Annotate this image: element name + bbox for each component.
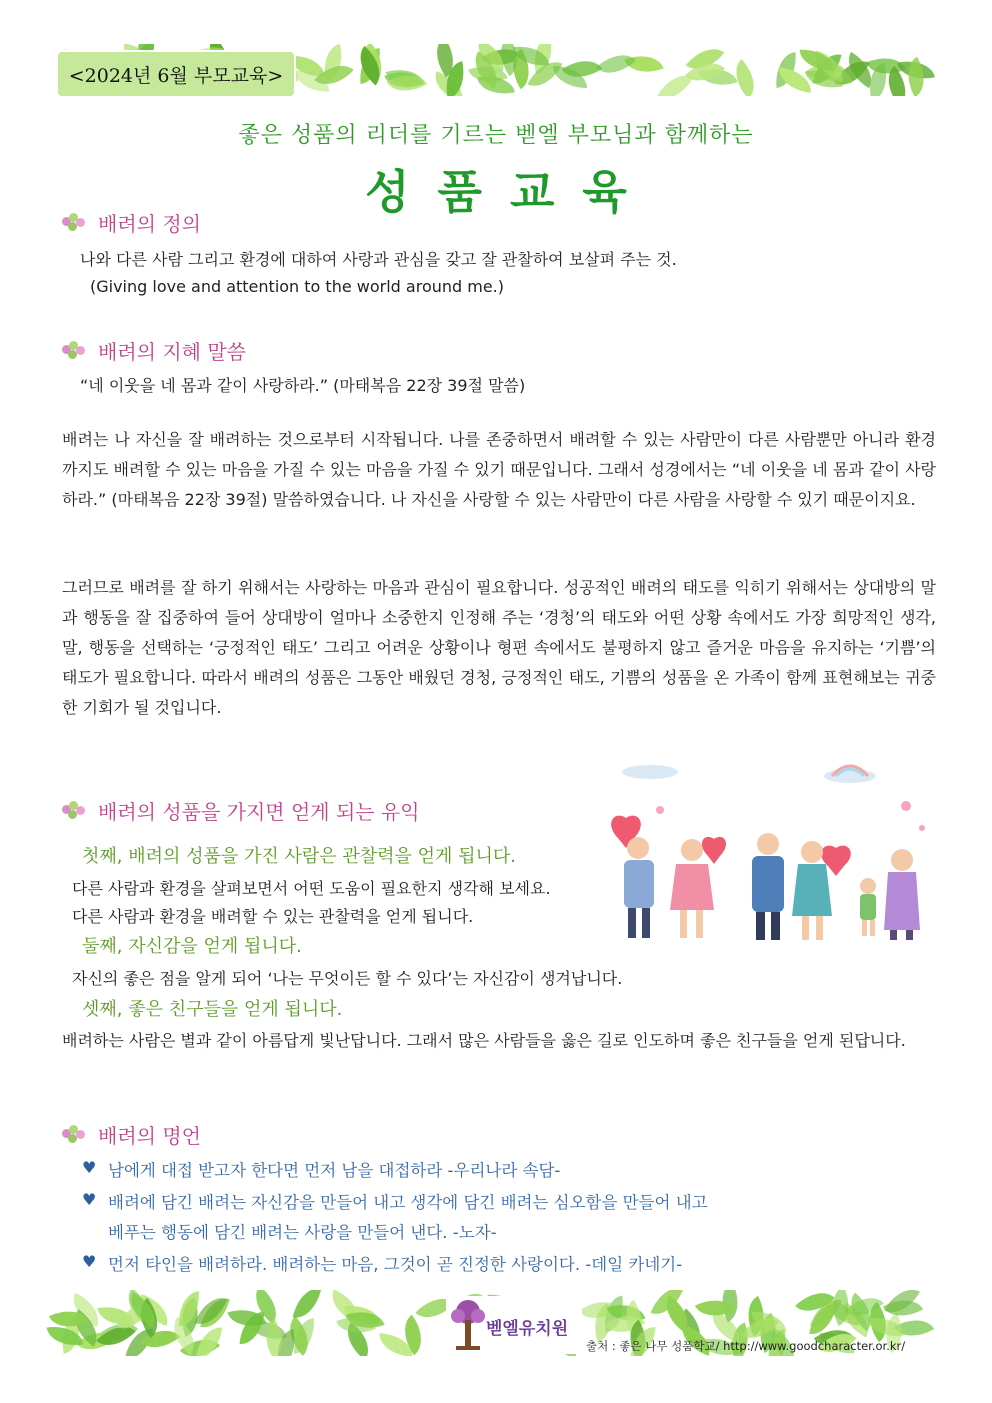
family-hearts-illustration <box>600 760 930 950</box>
leaf-decoration <box>350 47 390 86</box>
benefit-first-text-1: 다른 사람과 환경을 살펴보면서 어떤 도움이 필요한지 생각해 보세요. <box>72 879 551 898</box>
flower-icon <box>62 801 90 821</box>
benefit-third-text: 배려하는 사람은 별과 같이 아름답게 빛난답니다. 그래서 많은 사람들을 옳은 길로 인도하며 좋은 친구들을 얻게 된답니다. <box>62 1031 906 1050</box>
leaf-decoration <box>800 48 835 71</box>
benefit-second-title: 둘째, 자신감을 얻게 됩니다. <box>82 936 302 957</box>
source-credit: 출처 : 좋은 나무 성품학교/ http://www.goodcharacter.or.kr/ <box>586 1339 906 1353</box>
benefit-first-text-2: 다른 사람과 환경을 배려할 수 있는 관찰력을 얻게 됩니다. <box>72 907 474 926</box>
flower-icon <box>62 1125 90 1145</box>
quote-3: 먼저 타인을 배려하라. 배려하는 마음, 그것이 곧 진정한 사랑이다. -데일 카네기- <box>108 1255 683 1274</box>
heading-label: 배려의 정의 <box>98 212 201 236</box>
heading-label: 배려의 성품을 가지면 얻게 되는 유익 <box>98 800 420 824</box>
flower-icon <box>62 213 90 233</box>
leaf-decoration <box>293 1290 322 1322</box>
benefit-third-title: 셋째, 좋은 친구들을 얻게 됩니다. <box>82 999 343 1020</box>
tree-logo-icon <box>448 1298 488 1352</box>
leaf-decoration <box>596 44 636 83</box>
kindergarten-logo <box>446 1296 582 1354</box>
logo-text: 벧엘유치원 <box>486 1319 569 1339</box>
paragraph-1: 배려는 나 자신을 잘 배려하는 것으로부터 시작됩니다. 나를 존중하면서 배려할 수 있는 사람만이 다른 사람뿐만 아니라 환경까지도 배려할 수 있는 마음을 가질 수 있는 마음을 가질 수 있기 때문입니다. 그래서 성경에서는 “네 이웃을 네 몸과 같이 사랑하라.” (마태복음 22장 39절) 말씀하였습니다. 나 자신을 사랑할 수 있는 사람만이 다른 사람을 사랑할 수 있기 때문이지요. <box>62 430 936 509</box>
quote-1: 남에게 대접 받고자 한다면 먼저 남을 대접하라 -우리나라 속담- <box>108 1161 561 1180</box>
heart-bullet-icon: ♥ <box>82 1190 97 1209</box>
definition-text: 나와 다른 사람 그리고 환경에 대하여 사랑과 관심을 갖고 잘 관찰하여 보살펴 주는 것. <box>80 250 677 269</box>
page-subtitle: 좋은 성품의 리더를 기르는 벧엘 부모님과 함께하는 <box>238 123 754 148</box>
page-title: 성품교육 <box>365 165 655 219</box>
heading-wisdom <box>62 336 246 365</box>
heart-bullet-icon: ♥ <box>82 1252 97 1271</box>
heart-bullet-icon: ♥ <box>82 1158 97 1177</box>
flower-icon <box>62 341 90 361</box>
quote-2-line-2: 베푸는 행동에 담긴 배려는 사랑을 만들어 낸다. -노자- <box>108 1223 497 1242</box>
paragraph-2: 그러므로 배려를 잘 하기 위해서는 사랑하는 마음과 관심이 필요합니다. 성공적인 배려의 태도를 익히기 위해서는 상대방의 말과 행동을 잘 집중하여 들어 상대방이 얼마나 소중한지 인정해 주는 ‘경청’의 태도와 어떤 상황 속에서도 가장 희망적인 생각, 말, 행동을 선택하는 ‘긍정적인 태도’ 그리고 어려운 상황이나 형편 속에서도 불평하지 않고 즐거운 마음을 유지하는 ‘기쁨’의 태도가 필요합니다. 따라서 배려의 성품은 그동안 배웠던 경청, 긍정적인 태도, 기쁨의 성품을 온 가족이 함께 표현해보는 귀중한 기회가 될 것입니다. <box>62 578 936 717</box>
definition-english: (Giving love and attention to the world around me.) <box>90 277 505 296</box>
quote-2-line-1: 배려에 담긴 배려는 자신감을 만들어 내고 생각에 담긴 배려는 심오함을 만들어 내고 <box>108 1193 708 1212</box>
heading-definition <box>62 208 201 237</box>
heading-benefits <box>62 796 420 825</box>
heading-quotes <box>62 1120 201 1149</box>
wisdom-quote: “네 이웃을 네 몸과 같이 사랑하라.” (마태복음 22장 39절 말씀) <box>80 376 526 395</box>
heading-label: 배려의 지혜 말씀 <box>98 340 246 364</box>
newsletter-tag: <2024년 6월 부모교육> <box>58 52 294 96</box>
benefit-first-title: 첫째, 배려의 성품을 가진 사람은 관찰력을 얻게 됩니다. <box>82 846 517 867</box>
benefit-second-text: 자신의 좋은 점을 알게 되어 ‘나는 무엇이든 할 수 있다’는 자신감이 생겨납니다. <box>72 969 623 988</box>
heading-label: 배려의 명언 <box>98 1124 201 1148</box>
